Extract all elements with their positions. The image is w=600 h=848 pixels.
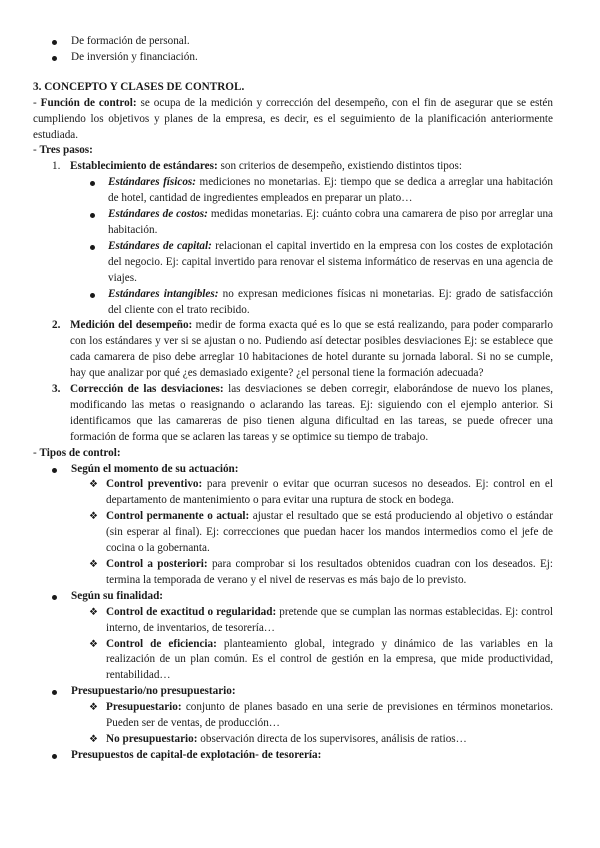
numbered-item: 1. Establecimiento de estándares: son criterios de desempeño, existiendo distintos tipos:: [52, 160, 462, 173]
bullet-icon: [52, 595, 57, 600]
bullet-icon: [90, 293, 95, 298]
list-item: Presupuestos de capital-de explotación- de tesorería:: [71, 748, 553, 764]
paragraph-funcion: - Función de control: se ocupa de la medición y corrección del desempeño, con el fin de asegurar que se estén cumpliendo los objetivos y planes de la empresa, es decir, es el seguimiento de la planificación anteriormente estudiada.: [33, 96, 553, 141]
list-item: Estándares intangibles: no expresan mediciones físicas ni monetarias. Ej: grado de satisfacción del cliente con el trato recibido.: [108, 287, 553, 319]
list-item: ❖ No presupuestario: observación directa de los supervisores, análisis de ratios…: [106, 732, 553, 748]
list-item: Estándares físicos: mediciones no monetarias. Ej: tiempo que se dedica a arreglar una habitación de hotel, cantidad de ingredientes empleados en preparar un plato…: [108, 175, 553, 207]
list-item: Estándares de capital: relacionan el capital invertido en la empresa con los costes de explotación del negocio. Ej: capital invertido para renovar el sistema informático de reservas en una agencia de viajes.: [108, 239, 553, 287]
bullet-icon: [90, 245, 95, 250]
heading-tipos: - Tipos de control:: [33, 446, 121, 459]
list-item: De inversión y financiación.: [71, 50, 553, 66]
list-item: ❖ Control a posteriori: para comprobar si los resultados obtenidos cuadran con los deseados. Ej: termina la temporada de verano y el nivel de reservas es más bajo de lo previsto.: [89, 558, 553, 586]
bullet-icon: [52, 40, 57, 45]
diamond-bullet-icon: ❖: [89, 733, 98, 745]
bullet-icon: [52, 690, 57, 695]
bullet-icon: [90, 213, 95, 218]
diamond-bullet-icon: ❖: [89, 511, 98, 523]
numbered-item: 2. Medición del desempeño: medir de forma exacta qué es lo que se está realizando, para poder compararlo con los estándares y ver si se ajustan o no. Pudiendo así detectar posibles desviaciones Ej: se establece que cada camarera de piso debe arreglar 10 habitaciones de hotel durante su jornada laboral. Si no se cumple, hay que analizar por qué ¿es demasiado exigente? ¿el personal tiene la formación adecuada?: [52, 319, 553, 380]
heading-tres-pasos: - Tres pasos:: [33, 144, 93, 157]
bullet-icon: [90, 181, 95, 186]
diamond-bullet-icon: ❖: [89, 606, 98, 618]
diamond-bullet-icon: ❖: [89, 479, 98, 491]
list-item: ❖ Presupuestario: conjunto de planes basado en una serie de previsiones en términos monetarios. Pueden ser de ventas, de producción…: [89, 701, 553, 730]
list-item: De formación de personal.: [71, 34, 553, 50]
bullet-icon: [52, 754, 57, 759]
list-item: Estándares de costos: medidas monetarias. Ej: cuánto cobra una camarera de piso por arreglar una habitación.: [108, 207, 553, 239]
diamond-bullet-icon: ❖: [89, 702, 98, 714]
diamond-bullet-icon: ❖: [89, 559, 98, 570]
list-item: Presupuestario/no presupuestario:: [71, 684, 553, 700]
list-item: ❖ Control preventivo: para prevenir o evitar que ocurran sucesos no deseados. Ej: control en el departamento de mantenimiento o para evitar una ruptura de stock en bodega.: [89, 478, 553, 507]
numbered-item: 3. Corrección de las desviaciones: las desviaciones se deben corregir, elaborándose de nuevo los planes, modificando las metas o reasignando o aclarando las tareas. Ej: siguiendo con el ejemplo anterior. Si identificamos que las camareras de piso tienen alguna dificultad en las tareas, se puede ofrecer una formación de forma que se aclaren las tareas y se optimice su tiempo de trabajo.: [52, 383, 553, 443]
section-title: 3. CONCEPTO Y CLASES DE CONTROL.: [33, 80, 245, 93]
list-item: ❖ Control de eficiencia: planteamiento global, integrado y dinámico de las variables en la realización de un plan común. Es el control de gestión en la empresa, que mide productividad, rentabilidad…: [89, 637, 553, 682]
diamond-bullet-icon: ❖: [89, 638, 98, 650]
bullet-icon: [52, 56, 57, 61]
list-item: Según el momento de su actuación:: [71, 462, 553, 478]
document-page: [33, 34, 553, 764]
list-item: Según su finalidad:: [71, 589, 553, 605]
list-item: ❖ Control permanente o actual: ajustar el resultado que se está produciendo al objetivo o estándar (sin esperar al final). Ej: correcciones que puedan hacer los mandos intermedios como el jefe de cocina o la gobernanta.: [89, 510, 553, 555]
list-item: ❖ Control de exactitud o regularidad: pretende que se cumplan las normas establecidas. Ej: control interno, de inventarios, de tesorería…: [89, 605, 553, 634]
bullet-icon: [52, 468, 57, 473]
